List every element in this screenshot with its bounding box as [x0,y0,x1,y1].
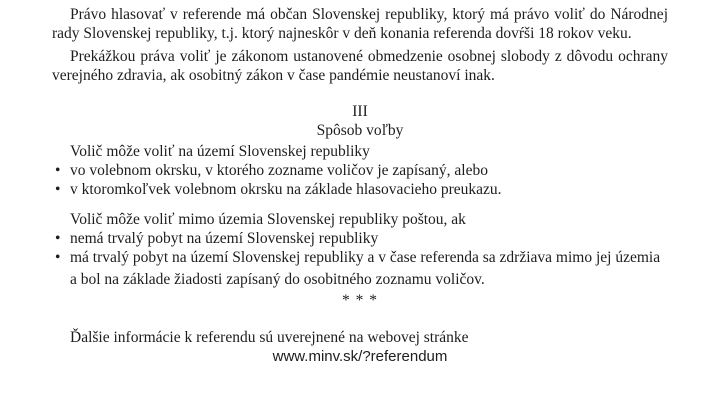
postal-voting-list [52,229,668,267]
list-item-text: vo volebnom okrsku, v ktorého zozname voličov je zapísaný, alebo [70,162,488,179]
bullet-icon: • [55,162,61,179]
section-number: III [352,103,368,120]
list-item-text: nemá trvalý pobyt na území Slovenskej republiky [70,230,379,247]
referendum-url-link[interactable]: www.minv.sk/?referendum [272,348,448,365]
paragraph-voting-obstacle: Prekážkou práva voliť je zákonom ustanovené obmedzenie osobnej slobody z dôvodu ochrany verejného zdravia, ak osobitný zákon v čase pandémie neustanoví inak. [52,48,668,84]
bullet-icon: • [55,249,61,266]
list-item [52,248,668,267]
domestic-voting-list [52,161,668,199]
paragraph-voting-right: Právo hlasovať v referende má občan Slovenskej republiky, ktorý má právo voliť do Národnej rady Slovenskej republiky, t.j. ktorý najneskôr v deň konania referenda dovŕši 18 rokov veku. [52,6,668,42]
postal-voting-continuation: a bol na základe žiadosti zapísaný do osobitného zoznamu voličov. [70,271,485,288]
section-separator: * * * [342,292,378,309]
list-item [52,180,668,199]
section-title: Spôsob voľby [316,122,404,139]
list-item [52,229,668,248]
footer-link-row [52,347,668,366]
list-item-text: v ktoromkoľvek volebnom okrsku na základe hlasovacieho preukazu. [70,181,502,198]
bullet-icon: • [55,181,61,198]
domestic-voting-intro: Volič môže voliť na území Slovenskej republiky [70,143,370,160]
bullet-icon: • [55,230,61,247]
postal-voting-intro: Volič môže voliť mimo územia Slovenskej republiky poštou, ak [70,211,466,228]
list-item [52,161,668,180]
list-item-text: má trvalý pobyt na území Slovenskej republiky a v čase referenda sa zdržiava mimo jej územia [70,249,661,266]
footer-note: Ďalšie informácie k referendu sú uverejnené na webovej stránke [70,329,469,346]
